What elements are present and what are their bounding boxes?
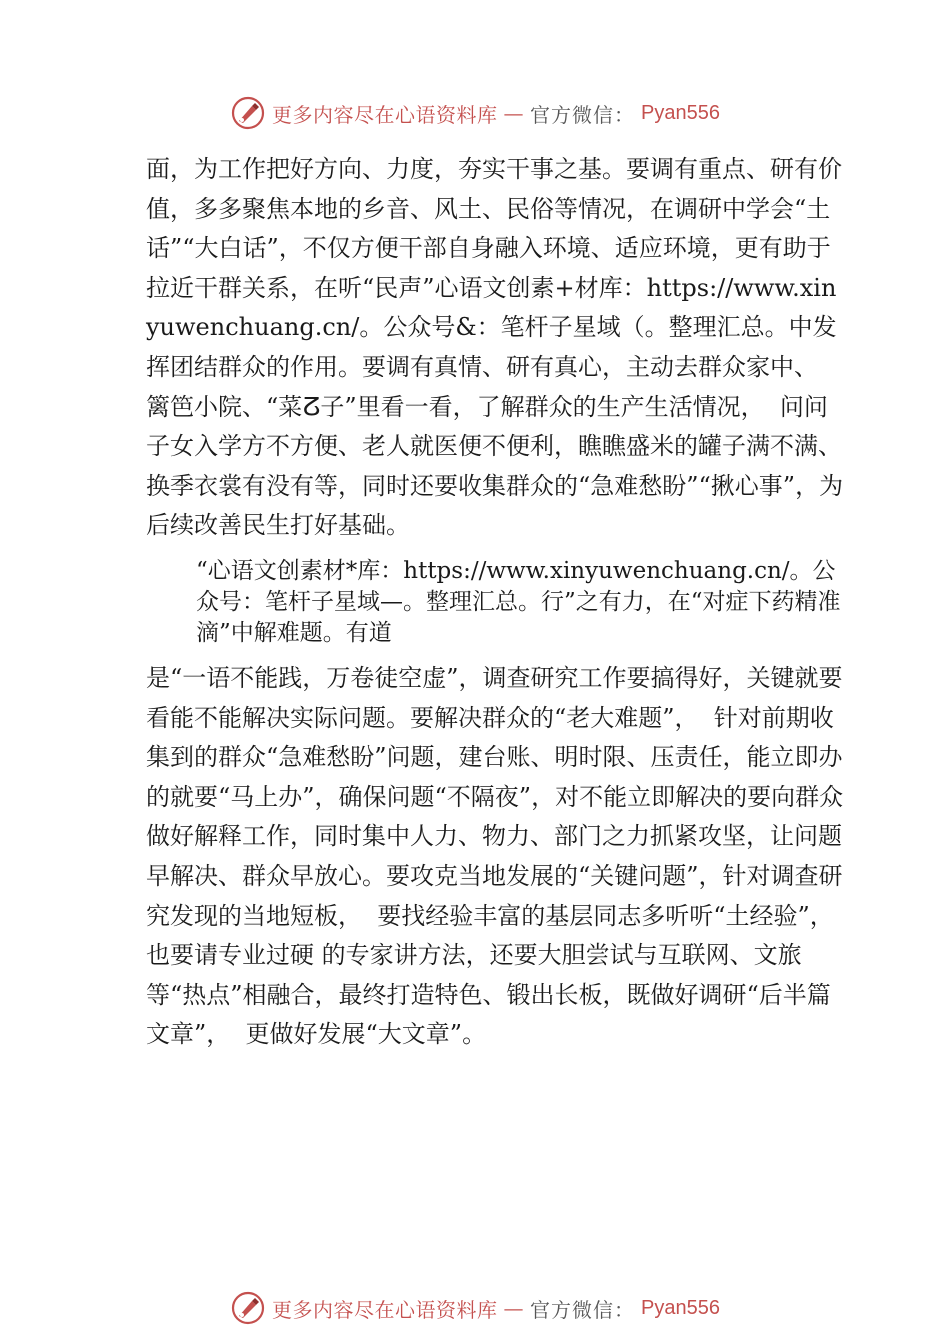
banner-wx-label: 官方微信：	[530, 1297, 636, 1322]
quote-block: “心语文创素材*库：https://www.xinyuwenchuang.cn/。公众号：笔杆子星域—。整理汇总。行”之有力，在“对症下药精准滴”中解难题。有道	[196, 557, 841, 646]
pen-nib-logo-icon	[230, 95, 266, 131]
paragraph-2: 是“一语不能践，万卷徒空虚”，调查研究工作要搞得好，关键就要看能不能解决实际问题。要解决群众的“老大难题”， 针对前期收集到的群众“急难愁盼”问题，建台账、明时限、压责任，能立即办的就要“马上办”，确保问题“不隔夜”，对不能立即解决的要向群众做好解释工作，同时集中人力、物力、部门之力抓紧攻坚，让问题早解决、群众早放心。要攻克当地发展的“关键问题”，针对调查研究发现的当地短板， 要找经验丰富的基层同志多听听“土经验”，也要请专业过硬 的专家讲方法，还要大胆尝试与互联网、文旅等“热点”相融合，最终打造特色、锻出长板，既做好调研“后半篇文章”， 更做好发展“大文章”。	[146, 663, 844, 1049]
footer-banner	[0, 1288, 950, 1328]
banner-dash: —	[503, 1296, 525, 1320]
banner-site-text: 更多内容尽在心语资料库	[272, 1297, 498, 1322]
banner-wx-id: Pyan556	[641, 1296, 720, 1319]
header-banner	[0, 93, 950, 133]
banner-site-text: 更多内容尽在心语资料库	[272, 102, 498, 127]
banner-dash: —	[503, 101, 525, 125]
paragraph-1: 面，为工作把好方向、力度，夯实干事之基。要调有重点、研有价值，多多聚焦本地的乡音、风土、民俗等情况，在调研中学会“土话”“大白话”，不仅方便干部自身融入环境、适应环境，更有助于拉近干群关系，在听“民声”心语文创素+材库：https://www.xinyuwenchuang.cn/。公众号&：笔杆子星域（。整理汇总。中发挥团结群众的作用。要调有真情、研有真心，主动去群众家中、 篱笆小院、“菜ⵒ子”里看一看，了解群众的生产生活情况， 问问子女入学方不方便、老人就医便不便利，瞧瞧盛米的罐子满不满、换季衣裳有没有等，同时还要收集群众的“急难愁盼”“揪心事”，为后续改善民生打好基础。	[146, 155, 844, 540]
banner-wx-id: Pyan556	[641, 101, 720, 124]
banner-wx-label: 官方微信：	[530, 102, 636, 127]
document-body	[146, 150, 846, 1055]
pen-nib-logo-icon	[230, 1290, 266, 1326]
